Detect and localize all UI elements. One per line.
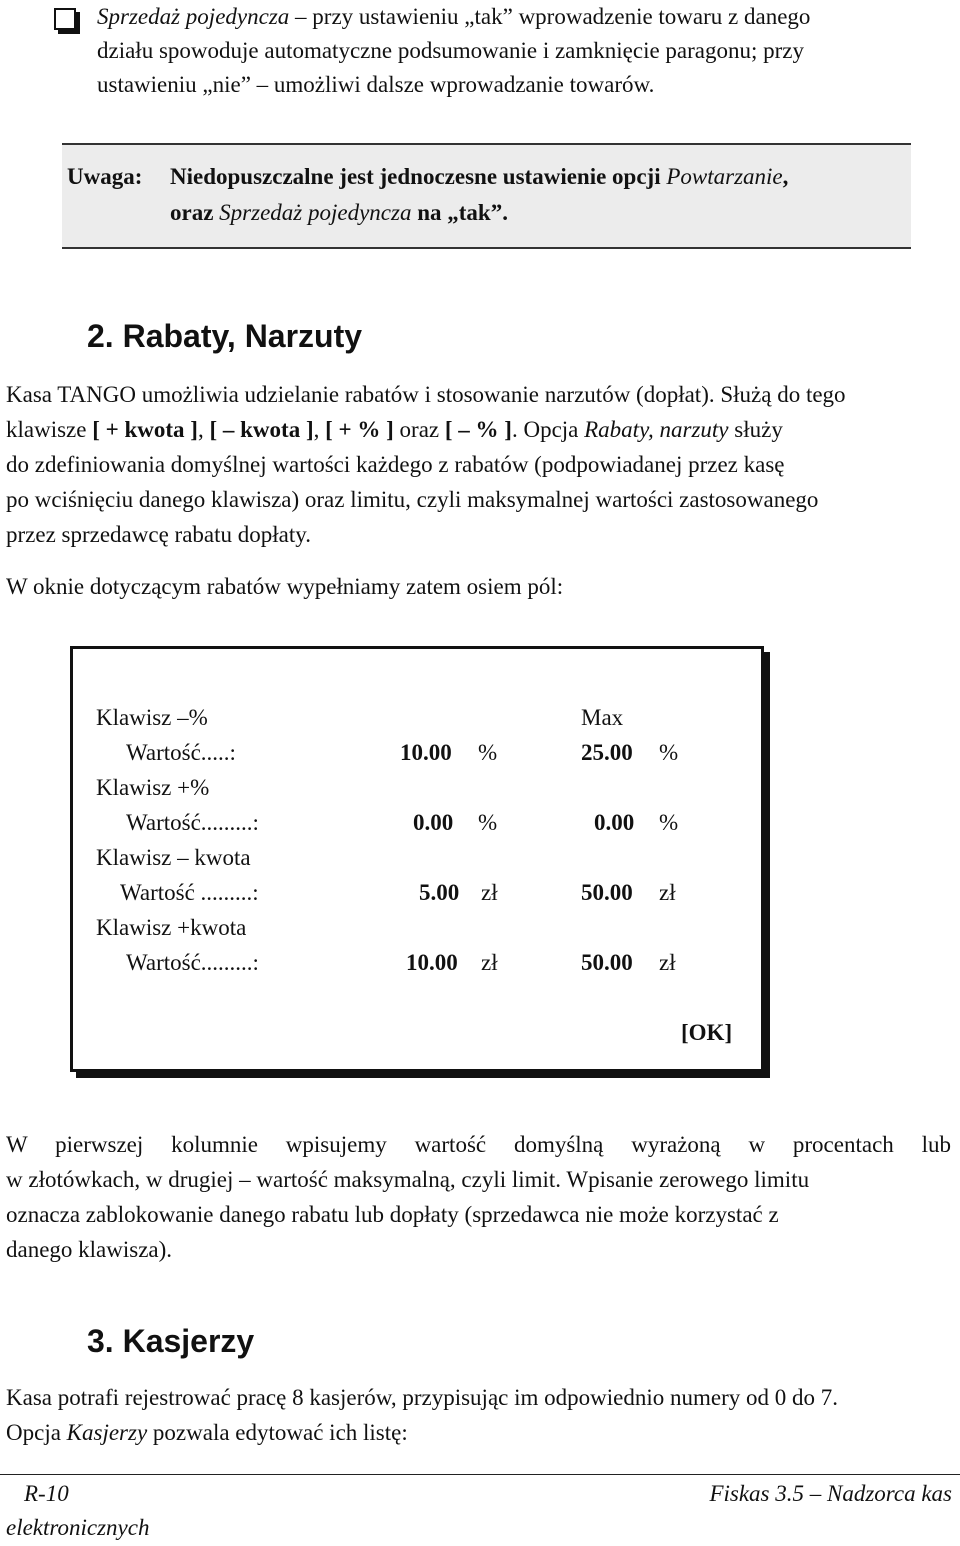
footer-title: Fiskas 3.5 – Nadzorca kas [709,1481,952,1506]
s2-line-3: do zdefiniowania domyślnej wartości każdego z rabatów (podpowiadanej przez kasę [6,452,785,477]
s2-line-2: klawisze [ + kwota ], [ – kwota ], [ + % ] oraz [ – % ]. Opcja Rabaty, narzuty służy [6,417,783,442]
note-option-2: Sprzedaż pojedyncza [219,200,412,225]
note-line-1 [170,164,788,190]
footer-page-number: R-10 [24,1481,69,1506]
section-2-heading: 2. Rabaty, Narzuty [87,318,363,354]
value-plus-percent[interactable]: 0.00 [413,810,454,835]
row-field-plus-percent: Wartość.........: [126,810,259,835]
after-line-3: oznacza zablokowanie danego rabatu lub dopłaty (sprzedawca nie może korzystać z [6,1202,779,1227]
unit-plus-percent: % [478,810,498,835]
note-comma: , [782,164,789,189]
s3-line-1: Kasa potrafi rejestrować pracę 8 kasjerów, przypisując im odpowiednio numery od 0 do 7. [6,1385,838,1410]
s3-line-2-rest: pozwala edytować ich listę: [152,1420,408,1445]
s2-option-name: Rabaty, narzuty [584,417,729,442]
value-minus-percent[interactable]: 10.00 [400,740,452,765]
s3-opcja: Opcja [6,1420,61,1445]
footer-rule [0,1474,960,1475]
intro-line-1-text: – przy ustawieniu „tak” wprowadzenie towaru z danego [289,4,811,29]
row-label-minus-percent: Klawisz –% [96,705,208,730]
row-label-minus-kwota: Klawisz – kwota [96,845,251,870]
row-field-minus-percent: Wartość.....: [126,740,236,765]
note-text-1: Niedopuszczalne jest jednoczesne ustawienie opcji [170,164,661,189]
section-3-heading: 3. Kasjerzy [87,1323,255,1359]
unit-minus-kwota: zł [481,880,498,905]
key-minus-kwota: [ – kwota ] [209,417,314,442]
max-unit-plus-kwota: zł [659,950,676,975]
s3-option-name: Kasjerzy [66,1420,148,1445]
intro-line-3: ustawieniu „nie” – umożliwi dalsze wprowadzanie towarów. [97,72,655,97]
key-plus-percent: [ + % ] [325,417,394,442]
intro-line-1 [97,4,810,30]
note-prefix: Uwaga: [67,164,143,189]
footer-title-cont: elektronicznych [6,1515,150,1540]
s2-klawisze: klawisze [6,417,87,442]
s2-line-4: po wciśnięciu danego klawisza) oraz limitu, czyli maksymalnej wartości zastosowanego [6,487,819,512]
row-label-plus-kwota: Klawisz +kwota [96,915,247,940]
max-unit-minus-percent: % [659,740,679,765]
s2-paragraph-2: W oknie dotyczącym rabatów wypełniamy zatem osiem pól: [6,574,564,599]
after-line-4: danego klawisza). [6,1237,173,1262]
s2-sluzy: służy [734,417,783,442]
intro-option-label: Sprzedaż pojedyncza [97,4,290,29]
row-label-plus-percent: Klawisz +% [96,775,210,800]
note-text-2b: na „tak”. [417,200,508,225]
value-minus-kwota[interactable]: 5.00 [419,880,460,905]
col-max-header: Max [581,705,624,730]
max-plus-kwota[interactable]: 50.00 [581,950,633,975]
note-box [62,143,911,249]
row-field-minus-kwota: Wartość .........: [120,880,259,905]
note-line-2 [170,200,508,226]
key-plus-kwota: [ + kwota ] [92,417,198,442]
s2-oraz: oraz [399,417,440,442]
max-unit-minus-kwota: zł [659,880,676,905]
max-minus-percent[interactable]: 25.00 [581,740,633,765]
note-text-2a: oraz [170,200,214,225]
s3-line-2 [6,1420,408,1446]
row-field-plus-kwota: Wartość.........: [126,950,259,975]
intro-line-2: działu spowoduje automatyczne podsumowanie i zamknięcie paragonu; przy [97,38,805,63]
unit-minus-percent: % [478,740,498,765]
value-plus-kwota[interactable]: 10.00 [406,950,458,975]
after-line-2: w złotówkach, w drugiej – wartość maksymalną, czyli limit. Wpisanie zerowego limitu [6,1167,810,1192]
unit-plus-kwota: zł [481,950,498,975]
note-option-1: Powtarzanie [666,164,783,189]
ok-button[interactable]: [OK] [681,1020,733,1045]
max-plus-percent[interactable]: 0.00 [594,810,635,835]
checkbox-bullet-icon [54,8,76,30]
key-minus-percent: [ – % ] [444,417,512,442]
s2-line-5: przez sprzedawcę rabatu dopłaty. [6,522,312,547]
discount-dialog [70,646,764,1072]
max-unit-plus-percent: % [659,810,679,835]
max-minus-kwota[interactable]: 50.00 [581,880,633,905]
after-line-1: W pierwszej kolumnie wpisujemy wartość domyślną wyrażoną w procentach lub [6,1132,951,1157]
s2-line-1: Kasa TANGO umożliwia udzielanie rabatów i stosowanie narzutów (dopłat). Służą do tego [6,382,846,407]
s2-opcja: . Opcja [511,417,579,442]
